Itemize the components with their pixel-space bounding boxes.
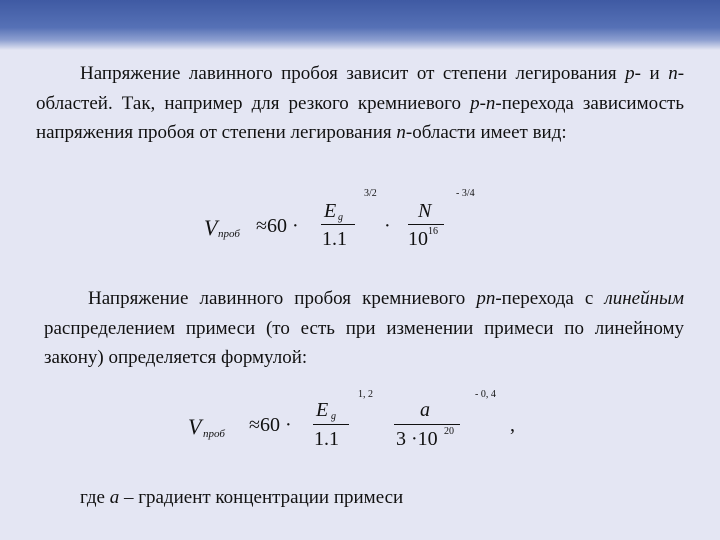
header-band bbox=[0, 0, 720, 50]
fraction-bar bbox=[394, 424, 460, 425]
paragraph-linear-junction: Напряжение лавинного пробоя кремниевого pn-перехода с линейным распределением примеси (то есть при изменении примеси по линейному закону) определяется формулой: bbox=[44, 288, 685, 368]
fraction-bar bbox=[408, 224, 444, 225]
fraction-bar bbox=[313, 424, 349, 425]
formula-linear-junction: V проб ≈60 · E g 1.1 1, 2 a 3 ·10 20 - 0, 4 , bbox=[188, 389, 515, 450]
fraction-bar bbox=[321, 224, 355, 225]
formula-abrupt-junction: V проб ≈60 · E g 1.1 3/2 · N 10 16 - 3/4 bbox=[204, 188, 475, 250]
paragraph-gradient-definition: где a – градиент концентрации примеси bbox=[80, 487, 404, 508]
paragraph-doping-dependence: Напряжение лавинного пробоя зависит от степени легирования p- и n-областей. Так, например для резкого кремниевого p-n-перехода зависимость напряжения пробоя от степени легирования n-области имеет вид: bbox=[36, 63, 685, 143]
